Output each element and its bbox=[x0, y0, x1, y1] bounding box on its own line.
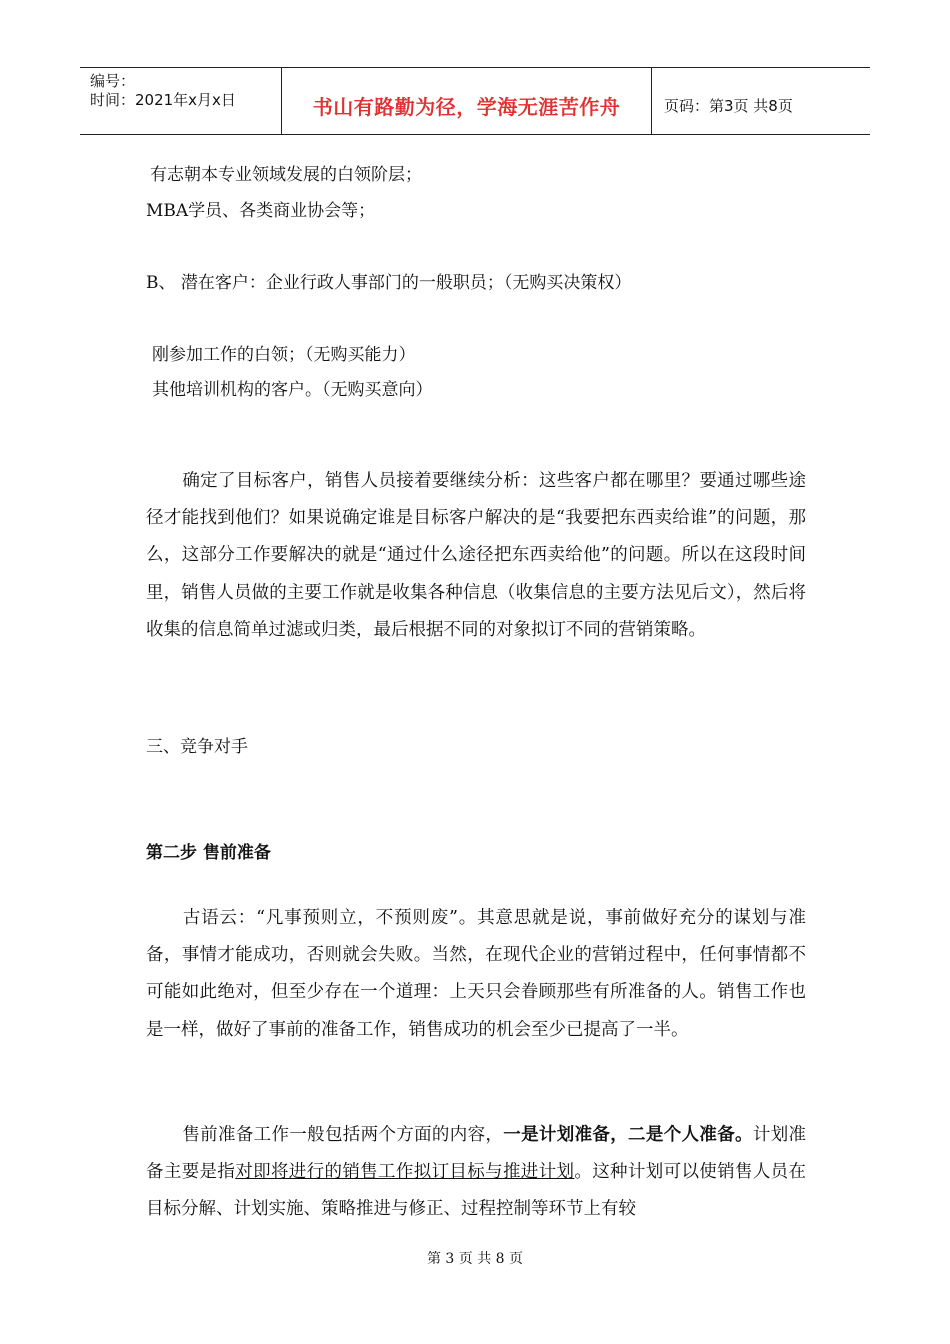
paragraph-3 bbox=[146, 1117, 806, 1229]
page-footer: 第 3 页 共 8 页 bbox=[426, 1251, 524, 1267]
paragraph-3-text-b: 计划准备主要是指 bbox=[146, 1125, 807, 1183]
text-line-4: 刚参加工作的白领；（无购买能力） bbox=[152, 345, 416, 365]
paragraph-1-text: 确定了目标客户，销售人员接着要继续分析：这些客户都在哪里？要通过哪些途径才能找到他们？如果说确定谁是目标客户解决的是“我要把东西卖给谁”的问题，那么，这部分工作要解决的就是“通过什么途径把东西卖给他”的问题。所以在这段时间里，销售人员做的主要工作就是收集各种信息（收集信息的主要方法见后文），然后将收集的信息简单过滤或归类，最后根据不同的对象拟订不同的营销策略。 bbox=[146, 471, 806, 640]
header-motto: 书山有路勤为径，学海无涯苦作舟 bbox=[282, 68, 652, 134]
text-line-5: 其他培训机构的客户。（无购买意向） bbox=[152, 380, 433, 400]
text-line-2: MBA学员、各类商业协会等； bbox=[146, 201, 376, 221]
header-page-label: 页码：第3页 共8页 bbox=[664, 96, 793, 115]
paragraph-3-underline: 对即将进行的销售工作拟订目标与推进计划 bbox=[235, 1162, 575, 1183]
paragraph-3-text-c: 。这种计划可以使销售人员在目标分解、计划实施、策略推进与修正、过程控制等环节上有较 bbox=[146, 1162, 807, 1220]
step-heading: 第二步 售前准备 bbox=[146, 843, 271, 863]
section-heading-competitors: 三、竞争对手 bbox=[146, 737, 248, 757]
paragraph-2 bbox=[146, 900, 806, 1049]
text-line-b: B、 潜在客户：企业行政人事部门的一般职员；（无购买决策权） bbox=[146, 273, 632, 293]
time-label: 时间：2021年x月x日 bbox=[90, 91, 236, 109]
header-meta bbox=[80, 68, 282, 134]
text-line-1: 有志朝本专业领域发展的白领阶层； bbox=[150, 165, 422, 185]
page-header bbox=[80, 67, 870, 135]
paragraph-3-text-a: 售前准备工作一般包括两个方面的内容， bbox=[182, 1125, 504, 1145]
number-label: 编号： bbox=[90, 72, 136, 90]
paragraph-1 bbox=[146, 463, 806, 649]
paragraph-3-bold: 一是计划准备，二是个人准备。 bbox=[503, 1125, 753, 1145]
paragraph-2-text: 古语云：“凡事预则立，不预则废”。其意思就是说，事前做好充分的谋划与准备，事情才能成功，否则就会失败。当然，在现代企业的营销过程中，任何事情都不可能如此绝对，但至少存在一个道理：上天只会眷顾那些有所准备的人。销售工作也是一样，做好了事前的准备工作，销售成功的机会至少已提高了一半。 bbox=[146, 908, 806, 1040]
